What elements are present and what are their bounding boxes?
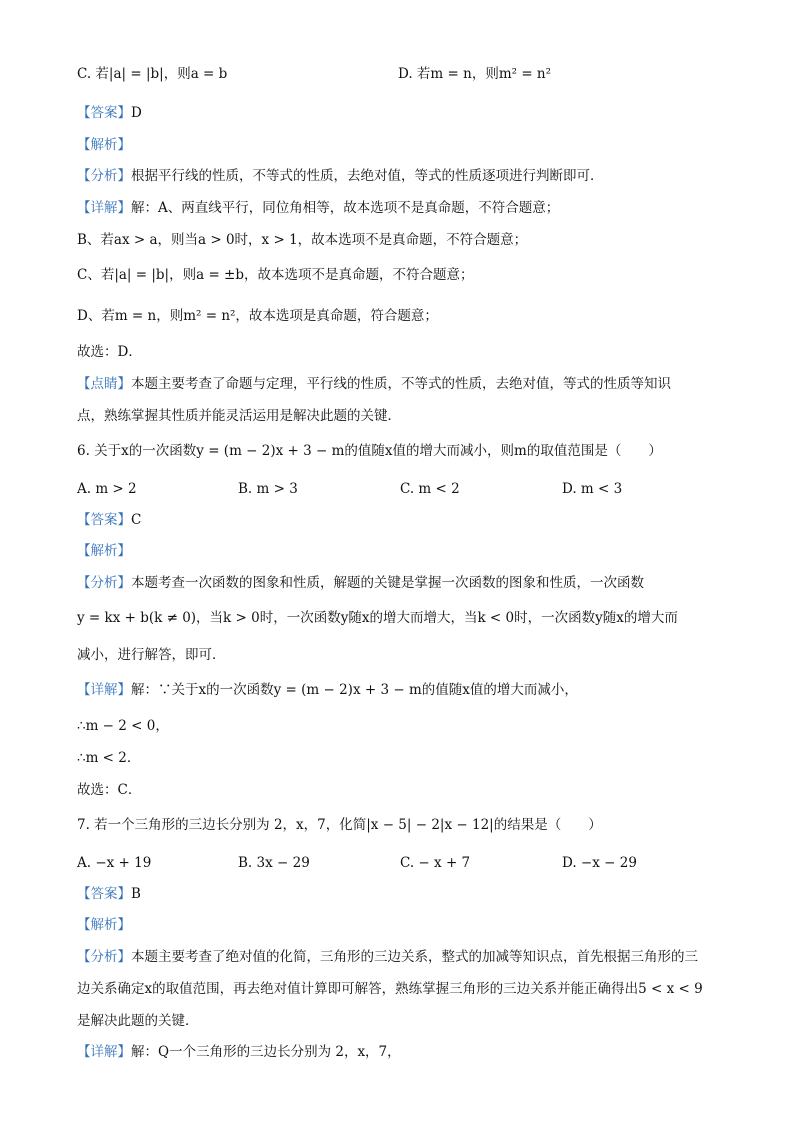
xiangjie-tag: 【详解】 bbox=[77, 682, 131, 698]
answer-tag: 【答案】 bbox=[77, 512, 131, 528]
xiangjie-tag: 【详解】 bbox=[77, 1044, 131, 1060]
q5-xiangjie-text: 解：A、两直线平行，同位角相等，故本选项不是真命题，不符合题意； bbox=[131, 200, 560, 216]
q6-xiangjie-text-1: 解：∵关于x的一次函数y = (m − 2)x + 3 − m的值随x值的增大而减小， bbox=[131, 682, 578, 698]
q5-fenxi-text: 根据平行线的性质，不等式的性质，去绝对值，等式的性质逐项进行判断即可． bbox=[131, 168, 604, 184]
q7-xiangjie-text-1: 解：Q一个三角形的三边长分别为 2，x，7， bbox=[131, 1044, 401, 1060]
q7-fenxi-line bbox=[77, 947, 698, 967]
q6-xiangjie-text-3: ∴m < 2． bbox=[77, 750, 141, 766]
q7-option-a: A. −x + 19 bbox=[77, 855, 152, 871]
q6-option-b: B. m > 3 bbox=[238, 481, 298, 497]
q6-analysis-title: 【解析】 bbox=[77, 543, 131, 559]
q6-fenxi-text-3: 减小，进行解答，即可． bbox=[77, 647, 226, 663]
q5-step-d: D、若m = n，则m² = n²，故本选项是真命题，符合题意； bbox=[77, 308, 438, 324]
q6-fenxi-line bbox=[77, 573, 644, 593]
q7-analysis-title: 【解析】 bbox=[77, 917, 131, 933]
q5-answer: D bbox=[131, 105, 142, 121]
q6-xiangjie-line bbox=[77, 680, 578, 700]
q5-choice: 故选：D． bbox=[77, 344, 142, 360]
q7-answer: B bbox=[131, 886, 141, 902]
q6-xiangjie-text-2: ∴m − 2 < 0， bbox=[77, 718, 169, 734]
q7-option-b: B. 3x − 29 bbox=[238, 855, 310, 871]
q5-analysis-title: 【解析】 bbox=[77, 137, 131, 153]
q5-option-d: D. 若m = n，则m² = n² bbox=[398, 66, 552, 82]
q7-answer-line bbox=[77, 884, 141, 904]
q6-answer-line bbox=[77, 510, 141, 530]
q5-answer-line bbox=[77, 103, 142, 123]
q6-fenxi-text-2: y = kx + b(k ≠ 0)，当k > 0时，一次函数y随x的增大而增大，当k < 0时，一次函数y随x的增大而 bbox=[77, 610, 678, 626]
q7-fenxi-text-2: 边关系确定x的取值范围，再去绝对值计算即可解答，熟练掌握三角形的三边关系并能正确得出5 < x < 9 bbox=[77, 981, 703, 997]
fenxi-tag: 【分析】 bbox=[77, 949, 131, 965]
q6-stem: 6. 关于x的一次函数y = (m − 2)x + 3 − m的值随x值的增大而减小，则m的取值范围是（ ） bbox=[77, 443, 662, 459]
q5-dianjing-line bbox=[77, 374, 671, 394]
fenxi-tag: 【分析】 bbox=[77, 575, 131, 591]
q5-fenxi-line bbox=[77, 166, 604, 186]
q6-option-a: A. m > 2 bbox=[77, 481, 137, 497]
q5-xiangjie-line bbox=[77, 198, 559, 218]
q5-dianjing-text-1: 本题主要考查了命题与定理，平行线的性质，不等式的性质，去绝对值，等式的性质等知识 bbox=[131, 376, 671, 392]
answer-tag: 【答案】 bbox=[77, 886, 131, 902]
q6-fenxi-text-1: 本题考查一次函数的图象和性质，解题的关键是掌握一次函数的图象和性质，一次函数 bbox=[131, 575, 644, 591]
q7-option-c: C. − x + 7 bbox=[400, 855, 471, 871]
q7-option-d: D. −x − 29 bbox=[562, 855, 637, 871]
q5-step-b: B、若ax > a，则当a > 0时，x > 1，故本选项不是真命题，不符合题意； bbox=[77, 232, 528, 248]
q7-fenxi-text-1: 本题主要考查了绝对值的化简，三角形的三边关系，整式的加减等知识点，首先根据三角形的三 bbox=[131, 949, 698, 965]
fenxi-tag: 【分析】 bbox=[77, 168, 131, 184]
q5-option-c: C. 若|a| = |b|，则a = b bbox=[77, 66, 228, 82]
q7-fenxi-text-3: 是解决此题的关键． bbox=[77, 1013, 199, 1029]
q7-xiangjie-line bbox=[77, 1042, 401, 1062]
q5-dianjing-text-2: 点，熟练掌握其性质并能灵活运用是解决此题的关键． bbox=[77, 408, 401, 424]
q6-answer: C bbox=[131, 512, 142, 528]
q6-choice: 故选：C． bbox=[77, 782, 142, 798]
q7-stem: 7. 若一个三角形的三边长分别为 2，x，7，化简|x − 5| − 2|x − 12|的结果是（ ） bbox=[77, 817, 602, 833]
answer-tag: 【答案】 bbox=[77, 105, 131, 121]
q6-option-c: C. m < 2 bbox=[400, 481, 460, 497]
xiangjie-tag: 【详解】 bbox=[77, 200, 131, 216]
q5-step-c: C、若|a| = |b|，则a = ±b，故本选项不是真命题，不符合题意； bbox=[77, 267, 474, 283]
q6-option-d: D. m < 3 bbox=[562, 481, 623, 497]
dianjing-tag: 【点睛】 bbox=[77, 376, 131, 392]
